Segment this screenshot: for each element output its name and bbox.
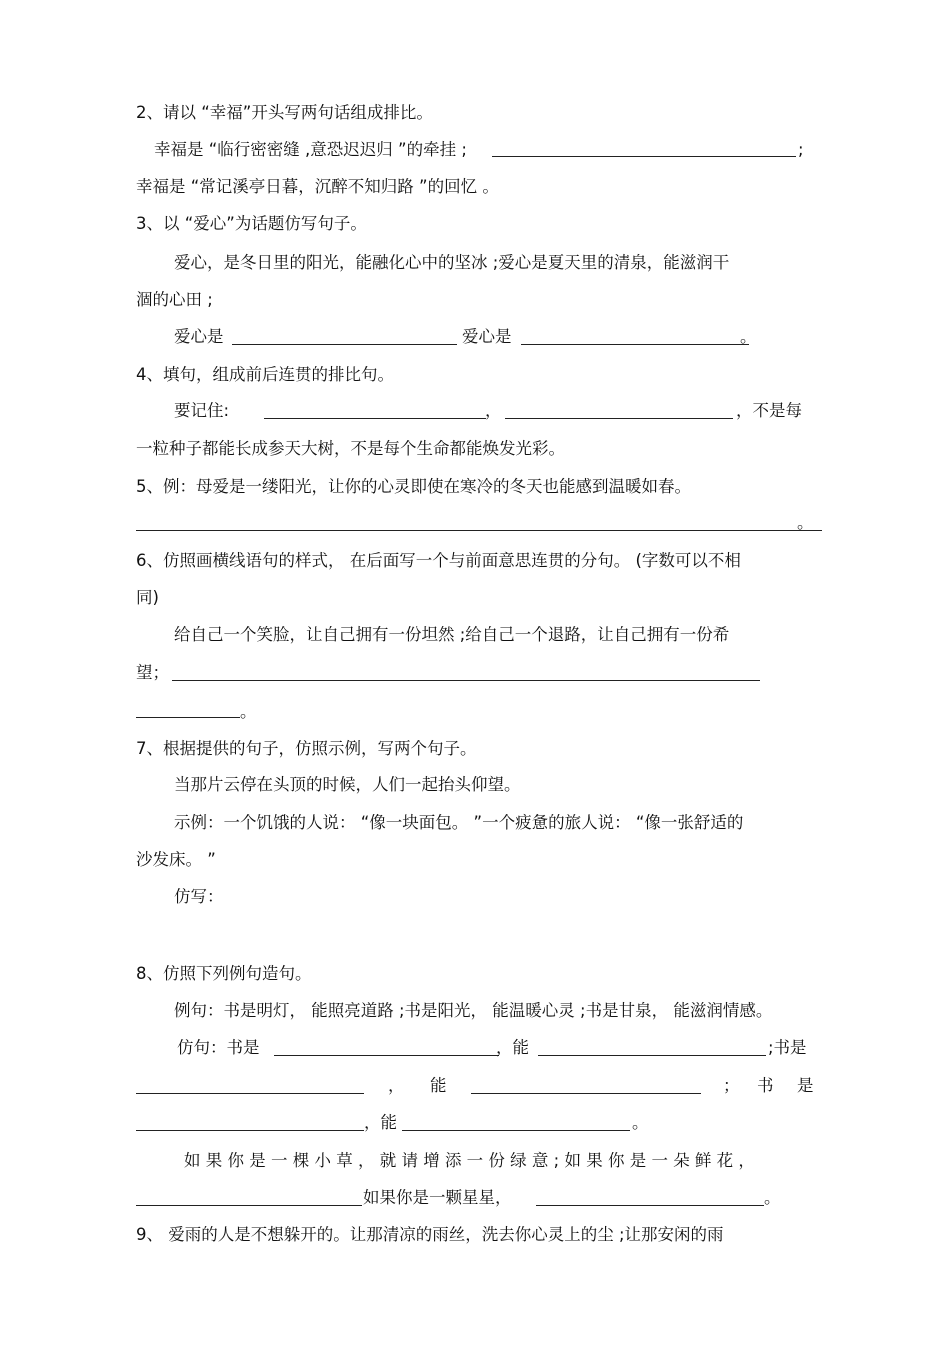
q6-end: 。: [240, 702, 257, 721]
q3-fill-end: 。: [740, 327, 757, 346]
q8-fill2-shu: 书: [757, 1076, 774, 1095]
q8-fill2-neng: 能: [430, 1076, 447, 1095]
q6-blank-b[interactable]: [136, 717, 240, 718]
q2-blank[interactable]: [492, 156, 796, 157]
q6-blank-a[interactable]: [172, 680, 760, 681]
q8-fill2-comma: ，: [388, 1076, 405, 1095]
q8-blank-4[interactable]: [471, 1093, 701, 1094]
q7-fill-label: 仿写：: [174, 887, 224, 906]
q8-title: 8、仿照下列例句造句。: [136, 964, 312, 983]
q5-title: 5、例：母爱是一缕阳光，让你的心灵即使在寒冷的冬天也能感到温暖如春。: [136, 477, 691, 496]
q3-example-1: 爱心，是冬日里的阳光，能融化心中的坚冰 ;爱心是夏天里的清泉，能滋润干: [174, 253, 730, 272]
q3-blank-a[interactable]: [232, 344, 457, 345]
q4-line1-end: ，不是每: [736, 401, 802, 420]
q2-title: 2、请以 “幸福”开头写两句话组成排比。: [136, 103, 433, 122]
q8-fill2-semi: ；: [723, 1076, 740, 1095]
q3-fill-label-b: 爱心是: [462, 327, 512, 346]
q5-blank[interactable]: [136, 530, 822, 531]
q4-blank-b[interactable]: [505, 418, 733, 419]
q8-blank-8[interactable]: [536, 1205, 764, 1206]
q8-blank-7[interactable]: [136, 1205, 362, 1206]
q8-fill3-end: 。: [632, 1113, 649, 1132]
q2-line1-end: ;: [798, 140, 804, 159]
q6-title-2: 同): [136, 588, 159, 607]
q8-example: 例句：书是明灯， 能照亮道路 ;书是阳光， 能温暖心灵 ;书是甘泉， 能滋润情感。: [174, 1001, 773, 1020]
q6-line2: 望；: [136, 663, 169, 682]
q8-fill1-end: ;书是: [768, 1038, 807, 1057]
q4-line2: 一粒种子都能长成参天大树，不是每个生命都能焕发光彩。: [136, 439, 565, 458]
q3-fill-label-a: 爱心是: [174, 327, 224, 346]
q8-fill3-mid: ，能: [364, 1113, 397, 1132]
q7-line1: 当那片云停在头顶的时候，人们一起抬头仰望。: [174, 775, 521, 794]
q4-title: 4、填句，组成前后连贯的排比句。: [136, 365, 394, 384]
q7-example-2: 沙发床。 ”: [136, 850, 216, 869]
q8-blank-1[interactable]: [274, 1055, 499, 1056]
q8-paragraph-1: 如 果 你 是 一 棵 小 草 ， 就 请 增 添 一 份 绿 意 ; 如 果 你 是 一 朵 鲜 花 ，: [184, 1151, 755, 1170]
q8-blank-2[interactable]: [538, 1055, 766, 1056]
q6-example: 给自己一个笑脸，让自己拥有一份坦然 ;给自己一个退路，让自己拥有一份希: [174, 625, 730, 644]
q8-fill1-label: 仿句：书是: [177, 1038, 260, 1057]
q4-comma: ，: [485, 401, 502, 420]
q8-paragraph-end: 。: [764, 1188, 781, 1207]
q8-blank-3[interactable]: [136, 1093, 364, 1094]
q8-blank-5[interactable]: [136, 1130, 364, 1131]
q4-line1-label: 要记住:: [174, 401, 230, 420]
q7-title: 7、根据提供的句子，仿照示例，写两个句子。: [136, 739, 477, 758]
q3-blank-b[interactable]: [521, 344, 749, 345]
q2-line1: 幸福是 “临行密密缝 ,意恐迟迟归 ”的牵挂 ;: [154, 140, 467, 159]
q3-title: 3、以 “爱心”为话题仿写句子。: [136, 214, 367, 233]
q8-fill2-shi: 是: [797, 1076, 814, 1095]
q4-blank-a[interactable]: [264, 418, 486, 419]
q6-title: 6、仿照画横线语句的样式， 在后面写一个与前面意思连贯的分句。 (字数可以不相: [136, 551, 741, 570]
q7-example: 示例：一个饥饿的人说： “像一块面包。 ”一个疲惫的旅人说： “像一张舒适的: [174, 813, 744, 832]
q8-blank-6[interactable]: [402, 1130, 630, 1131]
q9-title: 9、 爱雨的人是不想躲开的。让那清凉的雨丝，洗去你心灵上的尘 ;让那安闲的雨: [136, 1225, 724, 1244]
q8-fill1-mid: ，能: [496, 1038, 529, 1057]
q3-example-2: 涸的心田 ;: [136, 290, 213, 309]
q8-paragraph-2: 如果你是一颗星星，: [363, 1188, 512, 1207]
q2-line2: 幸福是 “常记溪亭日暮，沉醉不知归路 ”的回忆 。: [136, 177, 499, 196]
q5-end: 。: [797, 513, 814, 532]
